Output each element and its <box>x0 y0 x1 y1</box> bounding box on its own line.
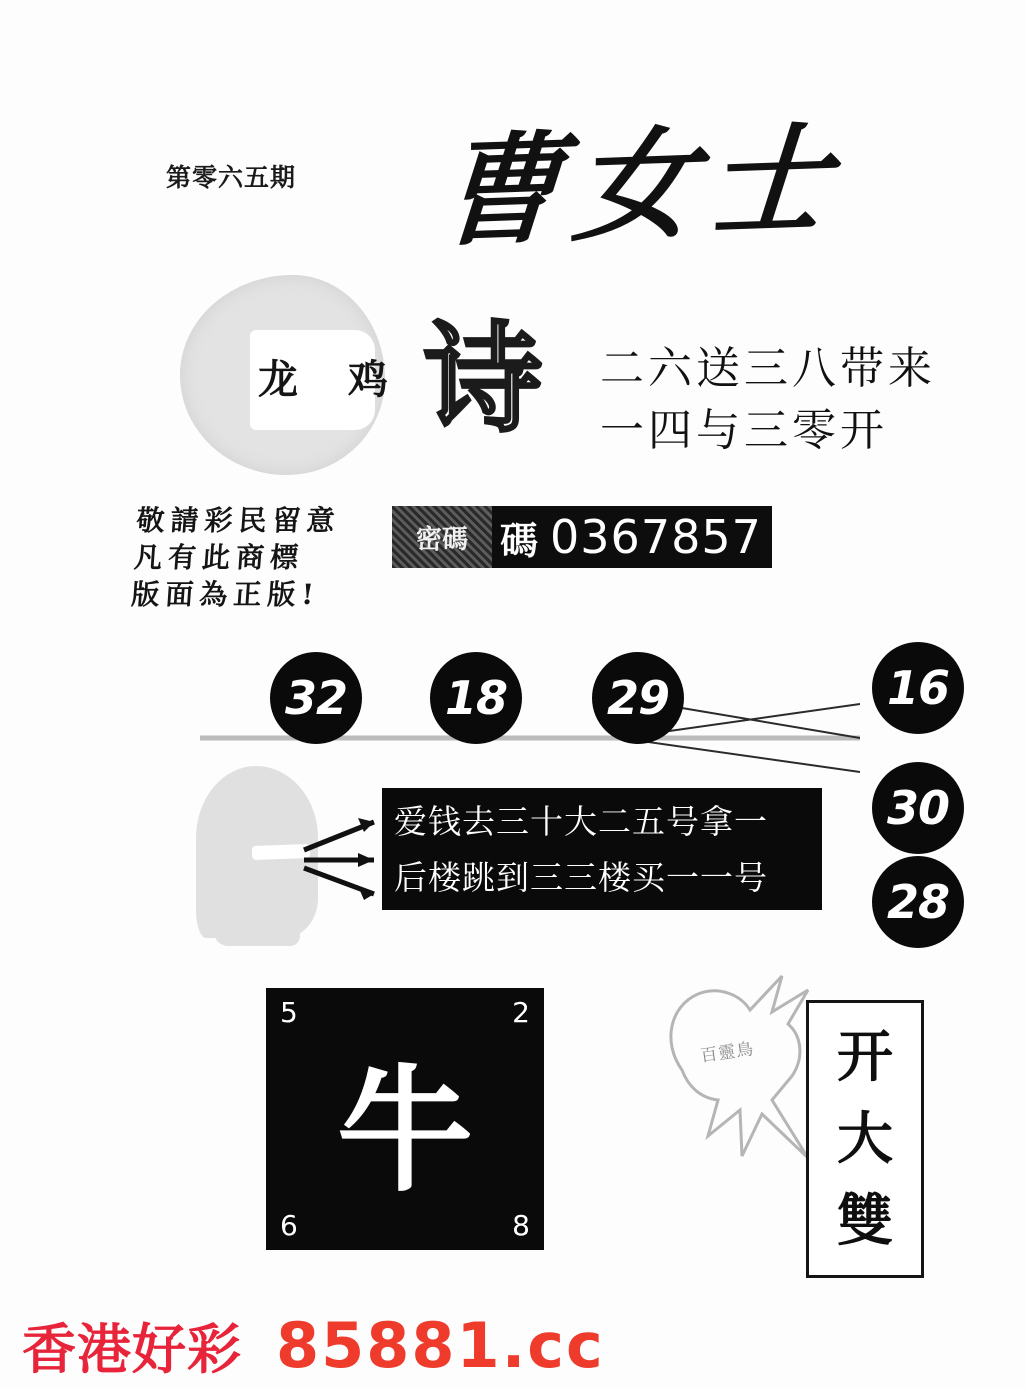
tile-corner-top-right: 2 <box>512 996 530 1029</box>
number-ball: 32 <box>270 652 362 744</box>
page-title: 曹女士 <box>434 108 848 264</box>
number-ball: 16 <box>872 642 964 734</box>
message-box <box>382 788 822 910</box>
notice-line-3: 版面為正版! <box>130 578 321 611</box>
poem-heading-character: 诗 <box>424 309 543 448</box>
dove-label: 百靈鳥 <box>699 1039 756 1067</box>
code-digits: 0367857 <box>546 506 772 568</box>
vertical-phrase-char: 大 <box>837 1106 893 1172</box>
notice-line-1: 敬請彩民留意 <box>135 504 342 537</box>
trademark-stamp <box>392 506 492 568</box>
authenticity-notice <box>130 502 342 613</box>
notice-line-2: 凡有此商標 <box>132 541 306 574</box>
footer <box>0 1302 1026 1388</box>
footer-website: 85881.cc <box>276 1308 605 1382</box>
speech-arrows-svg <box>300 798 390 908</box>
number-ball: 29 <box>592 652 684 744</box>
vertical-phrase-frame <box>806 1000 924 1278</box>
vertical-phrase-char: 开 <box>837 1024 893 1090</box>
tile-corner-top-left: 5 <box>280 996 298 1029</box>
vertical-phrase-text <box>809 1003 921 1275</box>
footer-brand: 香港好彩 <box>22 1317 242 1381</box>
issue-number: 第零六五期 <box>166 163 297 192</box>
number-ball: 30 <box>872 762 964 854</box>
tile-corner-bottom-right: 8 <box>512 1209 530 1242</box>
number-ball: 18 <box>430 652 522 744</box>
dove-icon <box>622 950 832 1190</box>
trademark-stamp-text: 密碼 <box>415 524 468 555</box>
message-line-2: 后楼跳到三三楼买一一号 <box>394 858 768 897</box>
tile-main-character: 牛 <box>337 1051 473 1211</box>
poem-text <box>600 338 936 462</box>
head-neck-shape <box>214 900 300 946</box>
zodiac-pair <box>258 348 388 405</box>
message-line-1: 爱钱去三十大二五号拿一 <box>394 802 768 841</box>
poem-line-1: 二六送三八带来 <box>600 343 936 394</box>
poem-line-2: 一四与三零开 <box>600 405 888 456</box>
vertical-phrase-char: 雙 <box>837 1188 893 1254</box>
zodiac-first: 龙 <box>258 356 298 403</box>
number-ball: 28 <box>872 856 964 948</box>
dove-icon-svg <box>622 950 832 1190</box>
zodiac-character-tile <box>266 988 544 1250</box>
code-label: 碼 <box>492 506 546 568</box>
code-bar <box>392 506 772 568</box>
tile-corner-bottom-left: 6 <box>280 1209 298 1242</box>
zodiac-second: 鸡 <box>348 356 388 403</box>
